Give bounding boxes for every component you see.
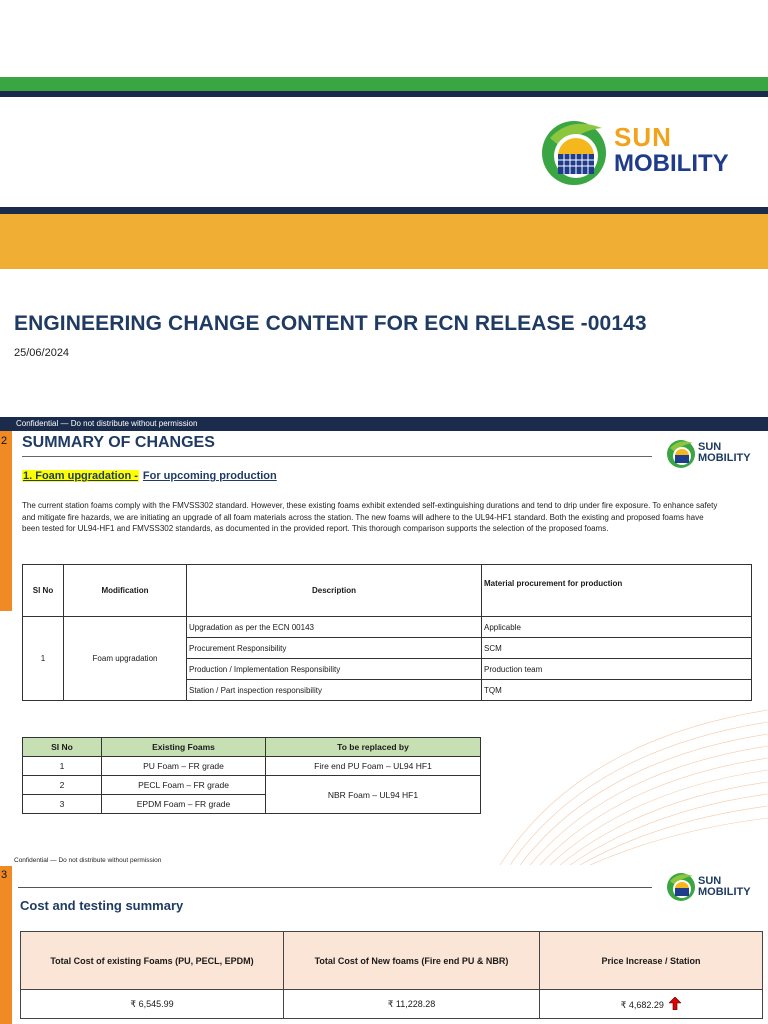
page-number: 2 xyxy=(1,435,8,447)
header-si-no: SI No xyxy=(23,738,102,757)
cell-description: Upgradation as per the ECN 00143 xyxy=(187,617,482,638)
cell-procurement: TQM xyxy=(482,680,752,701)
cell-sl-no: 1 xyxy=(23,617,64,701)
cost-summary-title: Cost and testing summary xyxy=(20,898,184,913)
header-green-band xyxy=(0,77,768,91)
cell-price-increase xyxy=(540,990,763,1019)
logo-text-mobility: MOBILITY xyxy=(614,150,729,177)
cell-description: Station / Part inspection responsibility xyxy=(187,680,482,701)
decorative-wave-lines xyxy=(490,700,768,865)
cell-modification: Foam upgradation xyxy=(64,617,187,701)
sun-mobility-logo-small-icon xyxy=(666,439,696,469)
confidential-notice-2: Confidential — Do not distribute without permission xyxy=(14,857,162,864)
price-increase-value: ₹ 4,682.29 xyxy=(620,1000,664,1010)
section-heading-highlight: 1. Foam upgradation - xyxy=(23,470,138,482)
cell-procurement: SCM xyxy=(482,638,752,659)
section-heading xyxy=(22,470,277,482)
summary-title: SUMMARY OF CHANGES xyxy=(22,434,215,451)
header-navy-band xyxy=(0,91,768,97)
foam-replacement-table xyxy=(22,737,481,814)
modification-table xyxy=(22,564,752,701)
header-price-increase: Price Increase / Station xyxy=(540,932,763,990)
header-new-cost: Total Cost of New foams (Fire end PU & NBR) xyxy=(284,932,540,990)
header-description: Description xyxy=(187,565,482,617)
small-logo-text-mobility-3: MOBILITY xyxy=(698,886,751,898)
cell-replacement: Fire end PU Foam – UL94 HF1 xyxy=(266,757,481,776)
cell-si-no: 3 xyxy=(23,795,102,814)
section-subheading: For upcoming production xyxy=(142,470,277,482)
confidential-notice: Confidential — Do not distribute without permission xyxy=(16,419,198,428)
cell-replacement: NBR Foam – UL94 HF1 xyxy=(266,776,481,814)
cell-procurement: Applicable xyxy=(482,617,752,638)
title-underline xyxy=(22,456,652,457)
divider-navy-band xyxy=(0,207,768,214)
sun-mobility-logo-small-3-icon xyxy=(666,872,696,902)
header-sl-no: Sl No xyxy=(23,565,64,617)
header-existing-foams: Existing Foams xyxy=(102,738,266,757)
header-existing-cost: Total Cost of existing Foams (PU, PECL, EPDM) xyxy=(21,932,284,990)
cell-procurement: Production team xyxy=(482,659,752,680)
sun-mobility-logo xyxy=(540,118,750,193)
summary-paragraph: The current station foams comply with the FMVSS302 standard. However, these existing foams exhibit extended self-extinguishing durations and tend to drip under fire exposure. To enhance safety and mitigate fire hazards, we are initiating an upgrade of all foam materials across the station. The new foams will adhere to the UL94-HF1 standard. Both the existing and proposed foams have been tested for UL94-HF1 and FMVSS302 standards, as documented in the provided report. This thorough comparison supports the selection of the proposed foams. xyxy=(22,501,718,533)
logo-text-sun: SUN xyxy=(614,122,672,152)
header-replacement: To be replaced by xyxy=(266,738,481,757)
sun-mobility-logo-small-3 xyxy=(666,872,751,907)
cell-description: Procurement Responsibility xyxy=(187,638,482,659)
orange-band xyxy=(0,214,768,269)
cell-existing-cost: ₹ 6,545.99 xyxy=(21,990,284,1019)
small-logo-text-sun-3: SUN xyxy=(698,875,722,887)
cell-si-no: 1 xyxy=(23,757,102,776)
slide-side-accent-3 xyxy=(0,866,12,1024)
small-logo-text-mobility: MOBILITY xyxy=(698,452,751,464)
header-procurement: Material procurement for production xyxy=(482,565,752,617)
cell-existing-foam: PECL Foam – FR grade xyxy=(102,776,266,795)
cell-existing-foam: PU Foam – FR grade xyxy=(102,757,266,776)
header-modification: Modification xyxy=(64,565,187,617)
small-logo-text-sun: SUN xyxy=(698,441,722,453)
cell-new-cost: ₹ 11,228.28 xyxy=(284,990,540,1019)
cell-si-no: 2 xyxy=(23,776,102,795)
slide3-top-line xyxy=(18,887,652,888)
cell-description: Production / Implementation Responsibility xyxy=(187,659,482,680)
slide-side-accent xyxy=(0,431,12,611)
sun-mobility-logo-small xyxy=(666,439,751,474)
page-number-3: 3 xyxy=(1,869,8,881)
cell-existing-foam: EPDM Foam – FR grade xyxy=(102,795,266,814)
document-date: 25/06/2024 xyxy=(14,347,70,359)
arrow-up-icon xyxy=(669,997,681,1010)
cost-table xyxy=(20,931,763,1019)
document-title: ENGINEERING CHANGE CONTENT FOR ECN RELEASE -00143 xyxy=(14,312,647,335)
